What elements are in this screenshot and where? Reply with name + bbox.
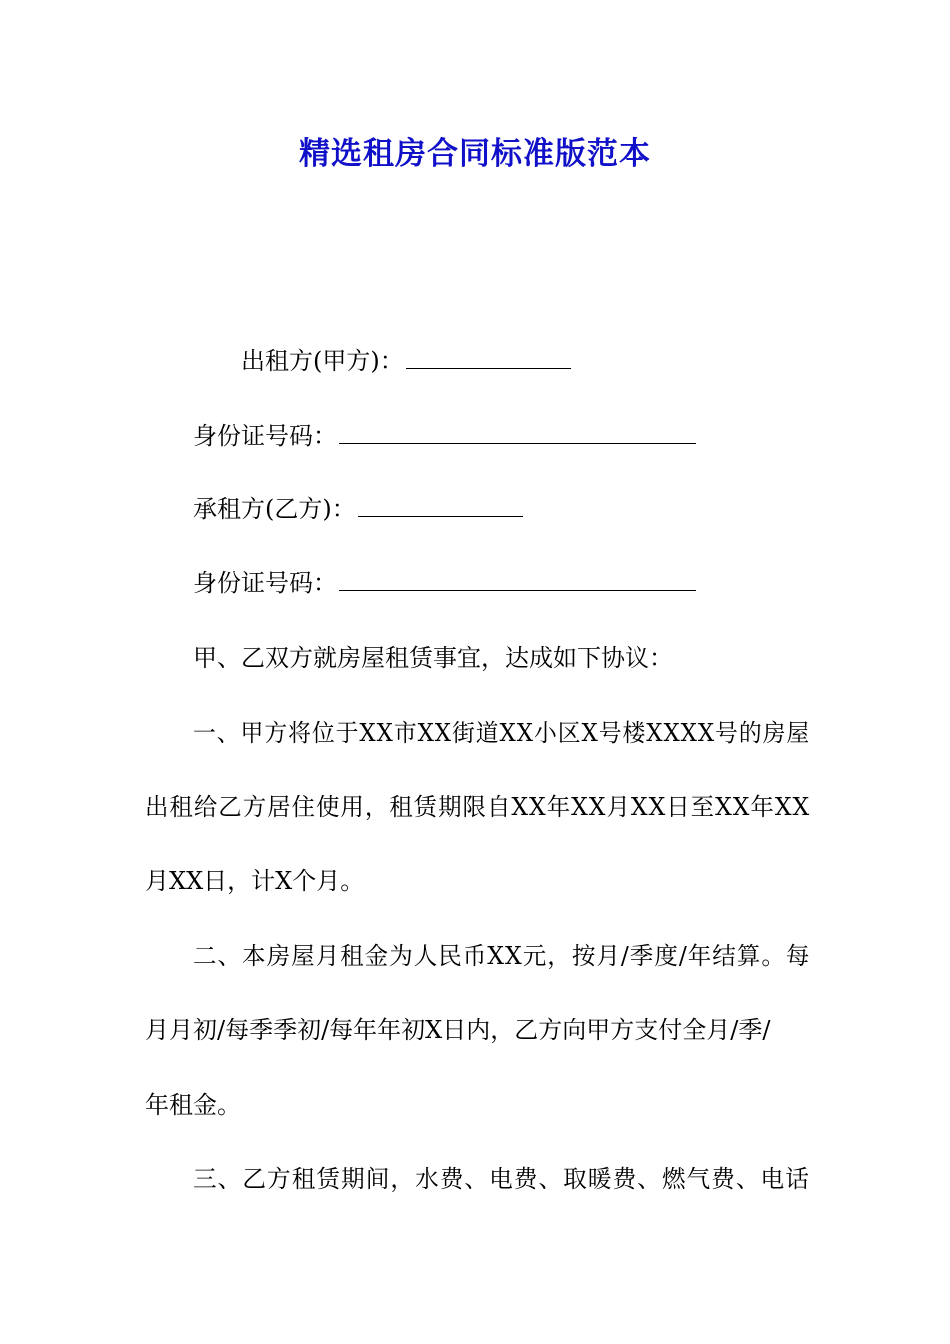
lessee-id-label: 身份证号码：	[193, 569, 337, 597]
clause1-line3: 月XX日，计X个月。	[145, 867, 365, 895]
lessor-label: 出租方(甲方)：	[241, 347, 404, 375]
lessee-blank-line[interactable]	[358, 494, 523, 517]
lessor-field	[241, 343, 571, 379]
document-title: 精选租房合同标准版范本	[299, 136, 651, 172]
clause2-line2: 月月初/每季季初/每年年初X日内，乙方向甲方支付全月/季/	[145, 1016, 771, 1044]
lessee-label: 承租方(乙方)：	[193, 495, 356, 523]
clause2-line3: 年租金。	[145, 1091, 241, 1119]
lessee-field	[193, 491, 523, 527]
lessor-blank-line[interactable]	[406, 346, 571, 369]
intro-paragraph: 甲、乙双方就房屋租赁事宜，达成如下协议：	[193, 644, 673, 672]
lessor-id-blank-line[interactable]	[339, 421, 696, 444]
clause1-line1: 一、甲方将位于XX市XX街道XX小区X号楼XXXX号的房屋	[193, 719, 811, 747]
clause3-line1: 三、乙方租赁期间，水费、电费、取暖费、燃气费、电话	[193, 1165, 810, 1193]
lessee-id-field	[193, 565, 696, 601]
lessee-id-blank-line[interactable]	[339, 568, 696, 591]
lessor-id-field	[193, 418, 696, 454]
clause2-line1: 二、本房屋月租金为人民币XX元，按月/季度/年结算。每	[193, 942, 811, 970]
clause1-line2: 出租给乙方居住使用，租赁期限自XX年XX月XX日至XX年XX	[145, 793, 811, 821]
lessor-id-label: 身份证号码：	[193, 422, 337, 450]
